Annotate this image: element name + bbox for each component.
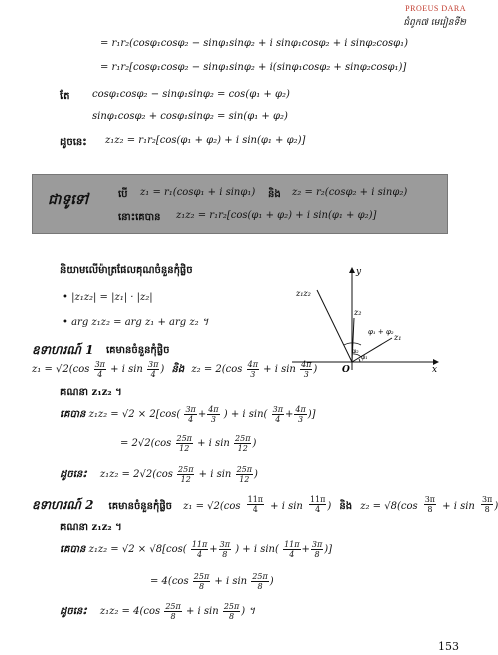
example-2-given-label: គេមានចំនួនកុំផ្លិច	[108, 501, 173, 512]
fraction-numerator: 25π	[193, 572, 210, 581]
phi1-label: φ₁	[361, 354, 368, 361]
fraction-numerator: 3π	[481, 495, 493, 504]
fraction-denominator: 8	[427, 505, 433, 514]
fraction	[247, 360, 259, 379]
fraction	[193, 572, 210, 591]
z1-label: z₁	[394, 333, 402, 342]
example-1-step-2	[120, 434, 256, 453]
fraction-numerator: 25π	[235, 434, 251, 443]
fraction-denominator: 4	[315, 505, 321, 514]
fraction-denominator: 12	[179, 444, 190, 453]
fraction-numerator: 25π	[252, 572, 268, 581]
fraction-denominator: 8	[314, 550, 320, 559]
example-2-z2-prefix: z₂ = √8(cos	[360, 501, 418, 512]
fraction	[219, 540, 231, 559]
fraction-denominator: 4	[97, 370, 103, 379]
fraction-numerator: 3π	[94, 360, 105, 369]
fraction-numerator: 25π	[176, 434, 192, 443]
fraction-numerator: 3π	[424, 495, 436, 504]
example-2-step-2-suffix: )	[269, 576, 274, 587]
example-2-step-1-mid: ) + i sin(	[235, 544, 279, 555]
example-1-z1-mid: + i sin	[110, 364, 143, 375]
summary-if-label: បើ	[118, 189, 128, 200]
fraction	[223, 602, 240, 621]
example-1-get-label: គេបាន	[60, 409, 86, 420]
example-2-given-line	[32, 494, 498, 515]
example-2-result	[60, 602, 255, 621]
fraction-numerator: 11π	[284, 540, 300, 549]
fraction	[283, 540, 300, 559]
fraction	[184, 405, 196, 424]
summary-and-label: និង	[268, 189, 281, 200]
property-modulus: • |z₁z₂| = |z₁| · |z₂|	[62, 292, 153, 303]
fraction-denominator: 3	[210, 415, 216, 424]
fraction	[147, 360, 159, 379]
fraction-denominator: 8	[222, 550, 228, 559]
example-1-title: ឧទាហរណ៍ 1	[32, 343, 94, 357]
example-2-compute: គណនា z₁z₂ ។	[60, 522, 122, 533]
example-1-given-label: គេមានចំនួនកុំផ្លិច	[106, 345, 170, 356]
summary-then-expr: z₁z₂ = r₁r₂[cos(φ₁ + φ₂) + i sin(φ₁ + φ₂)]	[176, 210, 377, 221]
fraction-numerator: 4π	[301, 360, 312, 369]
derivation-result: z₁z₂ = r₁r₂[cos(φ₁ + φ₂) + i sin(φ₁ + φ₂)]	[105, 135, 306, 146]
example-1-z1-prefix: z₁ = √2(cos	[32, 364, 90, 375]
example-2-step-2-mid: + i sin	[214, 576, 248, 587]
example-2-result-mid: + i sin	[185, 606, 219, 617]
fraction	[309, 495, 326, 514]
example-2-z1-suffix: )	[327, 501, 332, 512]
fraction-numerator: 4π	[208, 405, 219, 414]
fraction-denominator: 4	[275, 415, 281, 424]
example-1-result-suffix: )	[254, 469, 258, 480]
example-2-z2-mid: + i sin	[442, 501, 475, 512]
derivation-line-1: = r₁r₂(cosφ₁cosφ₂ − sinφ₁sinφ₂ + i sinφ₁cosφ₂ + i sinφ₂cosφ₁)	[100, 38, 409, 49]
fraction	[311, 540, 323, 559]
fraction-denominator: 3	[298, 415, 304, 424]
fraction	[94, 360, 106, 379]
example-2-step-1: គេបាន z₁z₂ = √2 × √8[cos( $\frac{11\pi}{4}$ + $\frac{3\pi}{8}$ ) + i sin( $\frac{11\pi}{4}$ + $\frac{3\pi}{8}$ )]	[60, 540, 333, 559]
identity-cos: cosφ₁cosφ₂ − sinφ₁sinφ₂ = cos(φ₁ + φ₂)	[92, 89, 290, 100]
z2-label: z₂	[354, 308, 362, 317]
example-1-z2-prefix: z₂ = 2(cos	[191, 364, 243, 375]
example-1-step-1-suffix: )]	[307, 409, 316, 420]
fraction	[424, 495, 436, 514]
fraction	[176, 434, 193, 453]
example-2-result-prefix: z₁z₂ = 4(cos	[99, 606, 161, 617]
identity-sin: sinφ₁cosφ₂ + cosφ₁sinφ₂ = sin(φ₁ + φ₂)	[92, 111, 288, 122]
summary-then-label: នោះគេបាន	[118, 212, 161, 223]
example-2-step-2	[150, 572, 274, 591]
fraction-numerator: 4π	[295, 405, 306, 414]
fraction-denominator: 4	[252, 505, 258, 514]
fraction-numerator: 25π	[178, 465, 194, 474]
example-1-z2-suffix: )	[313, 364, 318, 375]
fraction-denominator: 4	[289, 550, 295, 559]
page-number: 153	[438, 640, 459, 653]
brand-text: PROEUS DARA	[405, 4, 466, 13]
derivation-line-2: = r₁r₂[cosφ₁cosφ₂ − sinφ₁sinφ₂ + i(sinφ₁cosφ₂ + sinφ₂cosφ₁)]	[100, 62, 407, 73]
fraction-numerator: 25π	[165, 602, 181, 611]
fraction-denominator: 8	[170, 612, 176, 621]
fraction-numerator: 3π	[148, 360, 159, 369]
sum-angle-label: φ₁ + φ₂	[368, 328, 394, 336]
fraction-denominator: 8	[257, 582, 263, 591]
property-argument: • arg z₁z₂ = arg z₁ + arg z₂ ។	[62, 317, 209, 328]
example-2-step-1-suffix: )]	[324, 544, 333, 555]
properties-heading: និយាមលើម៉ាត្រផែលគុណចំនួនកុំផ្លិច	[60, 265, 193, 276]
y-axis-label: y	[356, 267, 362, 277]
example-1-step-2-prefix: = 2√2(cos	[120, 438, 172, 449]
fraction-denominator: 8	[198, 582, 205, 591]
fraction	[294, 405, 306, 424]
example-1-z1-suffix: )	[160, 364, 165, 375]
thus-label: ដូចនេះ	[60, 137, 87, 148]
fraction	[251, 572, 268, 591]
example-2-result-suffix: ) ។	[241, 606, 255, 617]
fraction	[207, 405, 219, 424]
example-2-and-label: និង	[339, 501, 353, 512]
fraction-numerator: 11π	[309, 495, 326, 504]
origin-label: O	[342, 365, 350, 375]
z1z2-label: z₁z₂	[296, 289, 311, 298]
example-1-step-2-suffix: )	[252, 438, 257, 449]
example-2-z1-prefix: z₁ = √2(cos	[183, 501, 241, 512]
example-1-result-prefix: z₁z₂ = 2√2(cos	[99, 469, 173, 480]
example-1-result-mid: + i sin	[198, 469, 232, 480]
fraction-denominator: 4	[197, 550, 203, 559]
example-1-z1-line	[32, 360, 317, 379]
product-diagram	[292, 262, 442, 375]
fraction	[300, 360, 312, 379]
fraction-numerator: 3π	[185, 405, 196, 414]
fraction-denominator: 4	[188, 415, 194, 424]
example-1-step-1-mid: ) + i sin(	[223, 409, 268, 420]
fraction-denominator: 4	[150, 370, 156, 379]
example-2-step-1-prefix: z₁z₂ = √2 × √8[cos(	[88, 544, 187, 555]
fraction-denominator: 3	[303, 370, 309, 379]
summary-z2-expr: z₂ = r₂(cosφ₂ + i sinφ₂)	[292, 187, 408, 198]
example-1-z2-mid: + i sin	[263, 364, 296, 375]
example-2-get-label: គេបាន	[60, 544, 86, 555]
fraction-denominator: 3	[250, 370, 256, 379]
x-axis-label: x	[432, 365, 438, 375]
example-2-step-2-prefix: = 4(cos	[150, 576, 189, 587]
example-1-and-label: និង	[171, 364, 185, 375]
fraction-numerator: 11π	[191, 540, 208, 549]
example-1-step-1-prefix: z₁z₂ = √2 × 2[cos(	[88, 409, 181, 420]
fraction	[164, 602, 181, 621]
example-1-thus-label: ដូចនេះ	[60, 469, 87, 480]
example-1-step-1: គេបាន z₁z₂ = √2 × 2[cos( $\frac{3\pi}{4}$ + $\frac{4\pi}{3}$ ) + i sin( $\frac{3\pi}{4}$ + $\frac{4\pi}{3}$ )]	[60, 405, 316, 424]
fraction-denominator: 12	[180, 475, 191, 484]
example-2-title: ឧទាហរណ៍ 2	[32, 498, 94, 512]
fraction	[234, 434, 251, 453]
fraction-denominator: 8	[229, 612, 235, 621]
fraction	[191, 540, 208, 559]
but-label: តែ	[60, 91, 70, 102]
example-1-result	[60, 465, 258, 484]
vector-z1z2	[317, 290, 352, 362]
fraction	[247, 495, 264, 514]
summary-z1-expr: z₁ = r₁(cosφ₁ + i sinφ₁)	[140, 187, 256, 198]
example-2-z1-mid: + i sin	[270, 501, 303, 512]
fraction-numerator: 25π	[223, 602, 240, 611]
example-2-thus-label: ដូចនេះ	[60, 606, 87, 617]
fraction	[177, 465, 194, 484]
example-1-compute: គណនា z₁z₂ ។	[60, 387, 122, 398]
fraction-numerator: 4π	[247, 360, 258, 369]
fraction-denominator: 12	[239, 475, 250, 484]
chapter-heading: ជំពូក៧ មេរៀនទី២	[403, 18, 466, 28]
summary-box-title: ជាទូទៅ	[48, 192, 88, 208]
fraction-numerator: 25π	[236, 465, 253, 474]
fraction-numerator: 11π	[247, 495, 264, 504]
fraction	[272, 405, 284, 424]
fraction-numerator: 3π	[272, 405, 283, 414]
fraction	[481, 495, 493, 514]
fraction-denominator: 8	[484, 505, 490, 514]
phi2-label: φ₂	[352, 348, 359, 355]
fraction-numerator: 3π	[311, 540, 323, 549]
example-1-step-2-mid: + i sin	[197, 438, 230, 449]
summary-box	[32, 174, 448, 234]
fraction	[236, 465, 253, 484]
example-2-z2-suffix: )	[494, 501, 498, 512]
fraction-numerator: 3π	[219, 540, 231, 549]
fraction-denominator: 12	[237, 444, 248, 453]
